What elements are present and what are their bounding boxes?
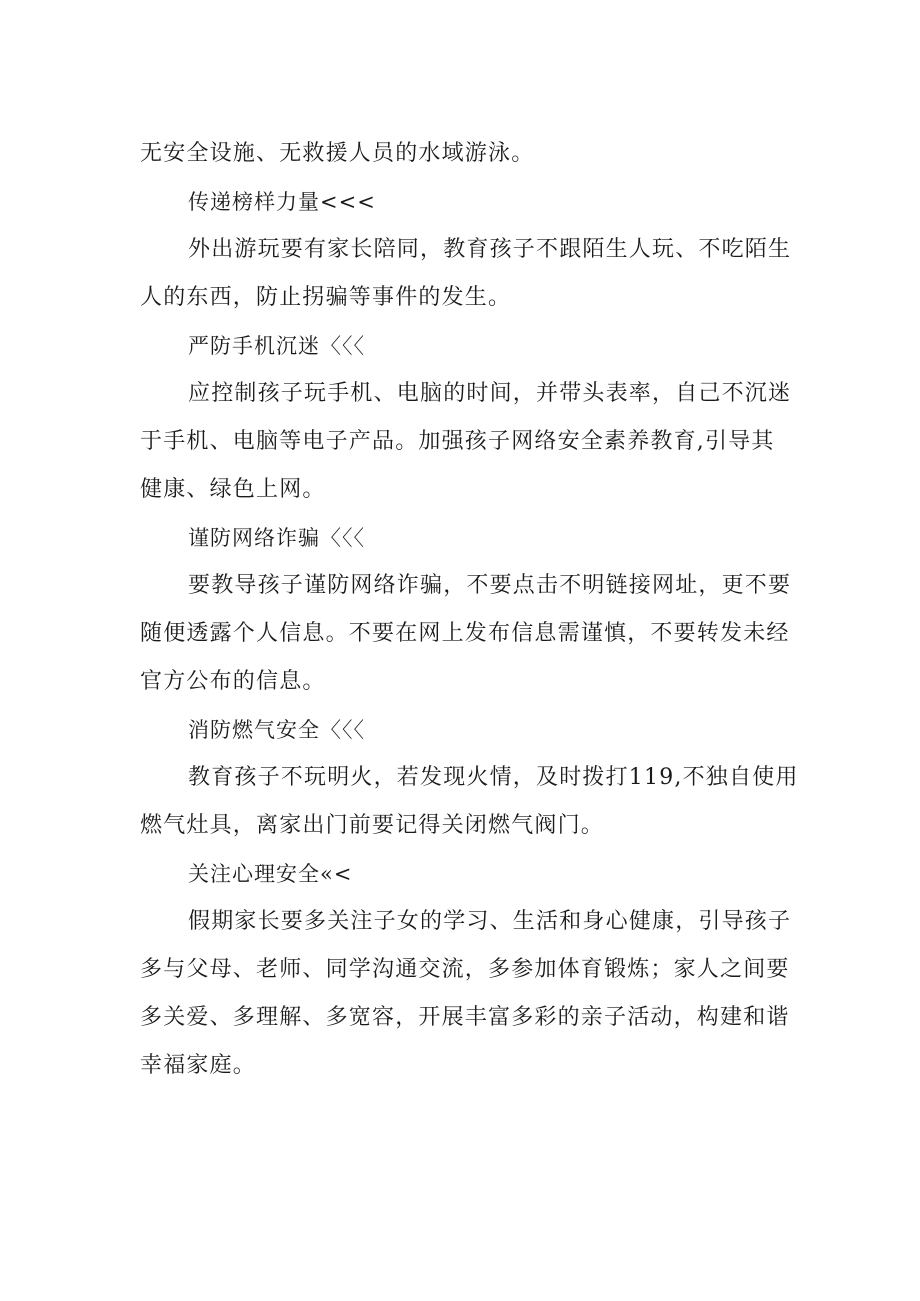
paragraph-line: 健康、绿色上网。 [140,477,326,502]
heading-online-fraud [140,514,785,562]
paragraph-line: 人的东西，防止拐骗等事件的发生。 [140,285,512,310]
heading-fire-gas-safety [140,706,785,754]
paragraph-outing-safety [140,226,792,322]
paragraph-line: 无安全设施、无救援人员的水域游泳。 [140,141,535,166]
paragraph-line: 燃气灶具，离家出门前要记得关闭燃气阀门。 [140,813,605,838]
paragraph-mental-safety [140,898,792,1090]
paragraph-line: 随便透露个人信息。不要在网上发布信息需谨慎，不要转发未经 [140,621,790,646]
section-heading: 严防手机沉迷〈〈〈 [188,334,365,358]
paragraph-phone-addiction [140,370,792,514]
document-body [140,130,799,1090]
paragraph-line: 要教导孩子谨防网络诈骗，不要点击不明链接网址，更不要 [188,573,792,598]
section-heading: 消防燃气安全〈〈〈 [188,718,365,742]
paragraph-line: 幸福家庭。 [140,1053,257,1078]
section-heading: 传递榜样力量<<< [188,190,376,214]
paragraph-line: 多与父母、老师、同学沟通交流，多参加体育锻炼；家人之间要 [140,957,790,982]
paragraph-line: 假期家长要多关注子女的学习、生活和身心健康，引导孩子 [188,909,792,934]
paragraph-line: 外出游玩要有家长陪同，教育孩子不跟陌生人玩、不吃陌生 [188,237,792,262]
section-heading: 谨防网络诈骗〈〈〈 [188,526,365,550]
section-heading: 关注心理安全«< [188,862,353,886]
paragraph-line: 多关爱、多理解、多宽容，开展丰富多彩的亲子活动，构建和谐 [140,1005,790,1030]
paragraph-fire-gas-safety [140,754,799,850]
heading-mental-safety [140,850,785,898]
paragraph-line: 于手机、电脑等电子产品。加强孩子网络安全素养教育,引导其 [140,429,775,454]
paragraph-swimming-safety-end [140,130,785,178]
paragraph-online-fraud [140,562,792,706]
heading-phone-addiction [140,322,785,370]
paragraph-line: 官方公布的信息。 [140,669,326,694]
paragraph-line: 应控制孩子玩手机、电脑的时间，并带头表率，自己不沉迷 [188,381,792,406]
paragraph-line: 教育孩子不玩明火，若发现火情，及时拨打119,不独自使用 [188,765,799,790]
heading-role-model [140,178,785,226]
